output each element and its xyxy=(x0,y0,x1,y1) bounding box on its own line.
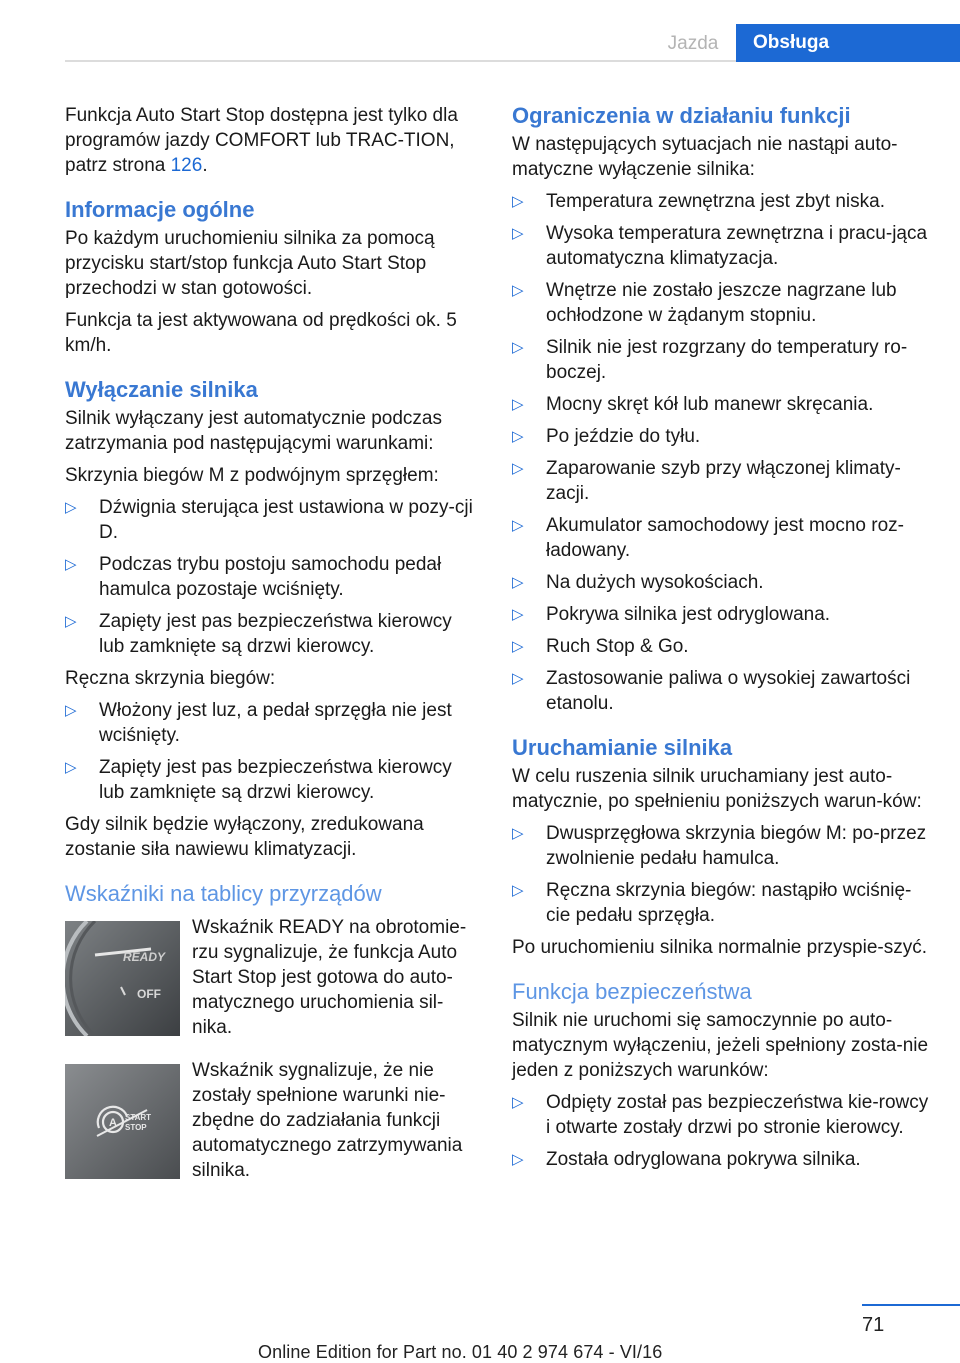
list-item xyxy=(512,456,930,506)
list-item-text: Wnętrze nie zostało jeszcze nagrzane lub ochłodzone w żądanym stopniu. xyxy=(546,280,897,326)
list-item-text: Silnik nie jest rozgrzany do temperatury ro‐boczej. xyxy=(546,337,908,383)
off-paragraph-1: Silnik wyłączany jest automatycznie podczas zatrzymania pod następującymi warunkami: xyxy=(65,408,443,454)
heading-limits: Ograniczenia w działaniu funkcji xyxy=(512,103,851,128)
bullet-triangle-icon: ▷ xyxy=(512,225,524,242)
heading-start: Uruchamianie silnika xyxy=(512,735,733,760)
svg-text:A: A xyxy=(109,1117,117,1129)
list-item-text: Zastosowanie paliwa o wysokiej zawartości etanolu. xyxy=(546,668,911,714)
tab-jazda[interactable]: Jazda xyxy=(667,33,719,54)
intro-paragraph xyxy=(65,103,477,178)
list-item xyxy=(65,698,477,748)
bullet-triangle-icon: ▷ xyxy=(512,638,524,655)
right-column xyxy=(512,103,930,1179)
list-item-text: Zapięty jest pas bezpieczeństwa kierowcy lub zamknięte są drzwi kierowcy. xyxy=(99,611,452,657)
list-item-text: Na dużych wysokościach. xyxy=(546,572,764,593)
list-start xyxy=(512,821,930,928)
indicator-ready-row xyxy=(65,915,477,1040)
bullet-triangle-icon: ▷ xyxy=(512,670,524,687)
start-paragraph: W celu ruszenia silnik uruchamiany jest auto‐matycznie, po spełnieniu poniższych warun‐ków: xyxy=(512,766,922,812)
list-item-text: Akumulator samochodowy jest mocno roz‐ładowany. xyxy=(546,515,904,561)
start-label: START xyxy=(125,1113,152,1122)
list-item xyxy=(512,424,930,449)
list-item xyxy=(512,513,930,563)
intro-end: . xyxy=(202,155,208,176)
indicator-ready-text: Wskaźnik READY na obrotomie‐rzu sygnalizuje, że funkcja Auto Start Stop jest gotowa do auto‐matycznego uruchomienia sil‐nika. xyxy=(192,917,467,1038)
bullet-triangle-icon: ▷ xyxy=(512,339,524,356)
off-paragraph-3: Ręczna skrzynia biegów: xyxy=(65,668,276,689)
list-item xyxy=(512,335,930,385)
list-item xyxy=(512,1147,930,1172)
list-item-text: Ręczna skrzynia biegów: nastąpiło wciśnię‐cie pedału sprzęgła. xyxy=(546,880,912,926)
indicator-not-ready-text: Wskaźnik sygnalizuje, że nie zostały spełnione warunki nie‐zbędne do zadziałania funkcji automatycznego zatrzymywania silnika. xyxy=(192,1060,463,1181)
list-item xyxy=(512,878,930,928)
list-item xyxy=(512,821,930,871)
bullet-triangle-icon: ▷ xyxy=(512,396,524,413)
list-item-text: Pokrywa silnika jest odryglowana. xyxy=(546,604,831,625)
list-m-dct xyxy=(65,495,477,659)
list-item xyxy=(512,221,930,271)
bullet-triangle-icon: ▷ xyxy=(65,759,77,776)
start-paragraph-2: Po uruchomieniu silnika normalnie przyspie‐szyć. xyxy=(512,937,928,958)
heading-engine-off: Wyłączanie silnika xyxy=(65,377,258,402)
list-item xyxy=(65,552,477,602)
list-item xyxy=(512,666,930,716)
bullet-triangle-icon: ▷ xyxy=(512,606,524,623)
bullet-triangle-icon: ▷ xyxy=(512,1151,524,1168)
list-manual xyxy=(65,698,477,805)
info-paragraph-1: Po każdym uruchomieniu silnika za pomocą przycisku start/stop funkcja Auto Start Stop przechodzi w stan gotowości. xyxy=(65,228,435,299)
bullet-triangle-icon: ▷ xyxy=(65,499,77,516)
bullet-triangle-icon: ▷ xyxy=(65,702,77,719)
bullet-triangle-icon: ▷ xyxy=(65,556,77,573)
list-item-text: Temperatura zewnętrzna jest zbyt niska. xyxy=(546,191,885,212)
bullet-triangle-icon: ▷ xyxy=(512,882,524,899)
info-paragraph-2: Funkcja ta jest aktywowana od prędkości ok. 5 km/h. xyxy=(65,310,457,356)
list-item-text: Dwusprzęgłowa skrzynia biegów M: po‐przez zwolnienie pedału hamulca. xyxy=(546,823,927,869)
bullet-triangle-icon: ▷ xyxy=(65,613,77,630)
list-item-text: Zaparowanie szyb przy włączonej klimaty‐zacji. xyxy=(546,458,901,504)
list-safety xyxy=(512,1090,930,1172)
heading-indicators: Wskaźniki na tablicy przyrządów xyxy=(65,881,382,906)
list-limits xyxy=(512,189,930,716)
off-paragraph-2: Skrzynia biegów M z podwójnym sprzęgłem: xyxy=(65,465,439,486)
list-item-text: Została odryglowana pokrywa silnika. xyxy=(546,1149,861,1170)
auto-start-stop-icon xyxy=(65,1064,180,1179)
list-item-text: Wysoka temperatura zewnętrzna i pracu‐jąca automatyczna klimatyzacja. xyxy=(546,223,928,269)
list-item xyxy=(65,609,477,659)
bullet-triangle-icon: ▷ xyxy=(512,825,524,842)
list-item xyxy=(512,570,930,595)
tab-obsluga[interactable]: Obsługa xyxy=(736,24,960,62)
list-item xyxy=(65,755,477,805)
ready-label: READY xyxy=(123,950,166,964)
list-item xyxy=(512,1090,930,1140)
list-item xyxy=(512,634,930,659)
list-item-text: Mocny skręt kół lub manewr skręcania. xyxy=(546,394,874,415)
bullet-triangle-icon: ▷ xyxy=(512,1094,524,1111)
bullet-triangle-icon: ▷ xyxy=(512,460,524,477)
limits-paragraph: W następujących sytuacjach nie nastąpi auto‐matyczne wyłączenie silnika: xyxy=(512,134,898,180)
list-item-text: Podczas trybu postoju samochodu pedał hamulca pozostaje wciśnięty. xyxy=(99,554,442,600)
list-item xyxy=(65,495,477,545)
indicator-not-ready-row xyxy=(65,1058,477,1183)
list-item xyxy=(512,392,930,417)
heading-safety: Funkcja bezpieczeństwa xyxy=(512,979,752,1004)
list-item-text: Po jeździe do tyłu. xyxy=(546,426,701,447)
bullet-triangle-icon: ▷ xyxy=(512,517,524,534)
bullet-triangle-icon: ▷ xyxy=(512,193,524,210)
page-link[interactable]: 126 xyxy=(170,155,203,176)
safety-paragraph: Silnik nie uruchomi się samoczynnie po auto‐matycznym wyłączeniu, jeżeli spełniony zosta‐nie jeden z poniższych warunków: xyxy=(512,1010,929,1081)
list-item-text: Odpięty został pas bezpieczeństwa kie‐rowcy i otwarte zostały drzwi po stronie kierowcy. xyxy=(546,1092,929,1138)
heading-info: Informacje ogólne xyxy=(65,197,255,222)
left-column xyxy=(65,103,477,1183)
list-item xyxy=(512,189,930,214)
list-item-text: Zapięty jest pas bezpieczeństwa kierowcy lub zamknięte są drzwi kierowcy. xyxy=(99,757,452,803)
off-paragraph-4: Gdy silnik będzie wyłączony, zredukowana zostanie siła nawiewu klimatyzacji. xyxy=(65,814,424,860)
list-item xyxy=(512,278,930,328)
bullet-triangle-icon: ▷ xyxy=(512,282,524,299)
off-label: OFF xyxy=(137,987,161,1001)
footer-rule xyxy=(862,1304,960,1306)
tachometer-ready-icon xyxy=(65,921,180,1036)
list-item xyxy=(512,602,930,627)
bullet-triangle-icon: ▷ xyxy=(512,428,524,445)
page-number: 71 xyxy=(862,1314,885,1336)
list-item-text: Ruch Stop & Go. xyxy=(546,636,689,657)
edition-footer: Online Edition for Part no. 01 40 2 974 674 - VI/16 xyxy=(258,1342,663,1362)
intro-text: Funkcja Auto Start Stop dostępna jest tylko dla programów jazdy COMFORT lub TRAC‐TION, patrz strona xyxy=(65,105,458,176)
stop-label: STOP xyxy=(125,1123,147,1132)
bullet-triangle-icon: ▷ xyxy=(512,574,524,591)
list-item-text: Dźwignia sterująca jest ustawiona w pozy‐cji D. xyxy=(99,497,473,543)
list-item-text: Włożony jest luz, a pedał sprzęgła nie jest wciśnięty. xyxy=(99,700,452,746)
